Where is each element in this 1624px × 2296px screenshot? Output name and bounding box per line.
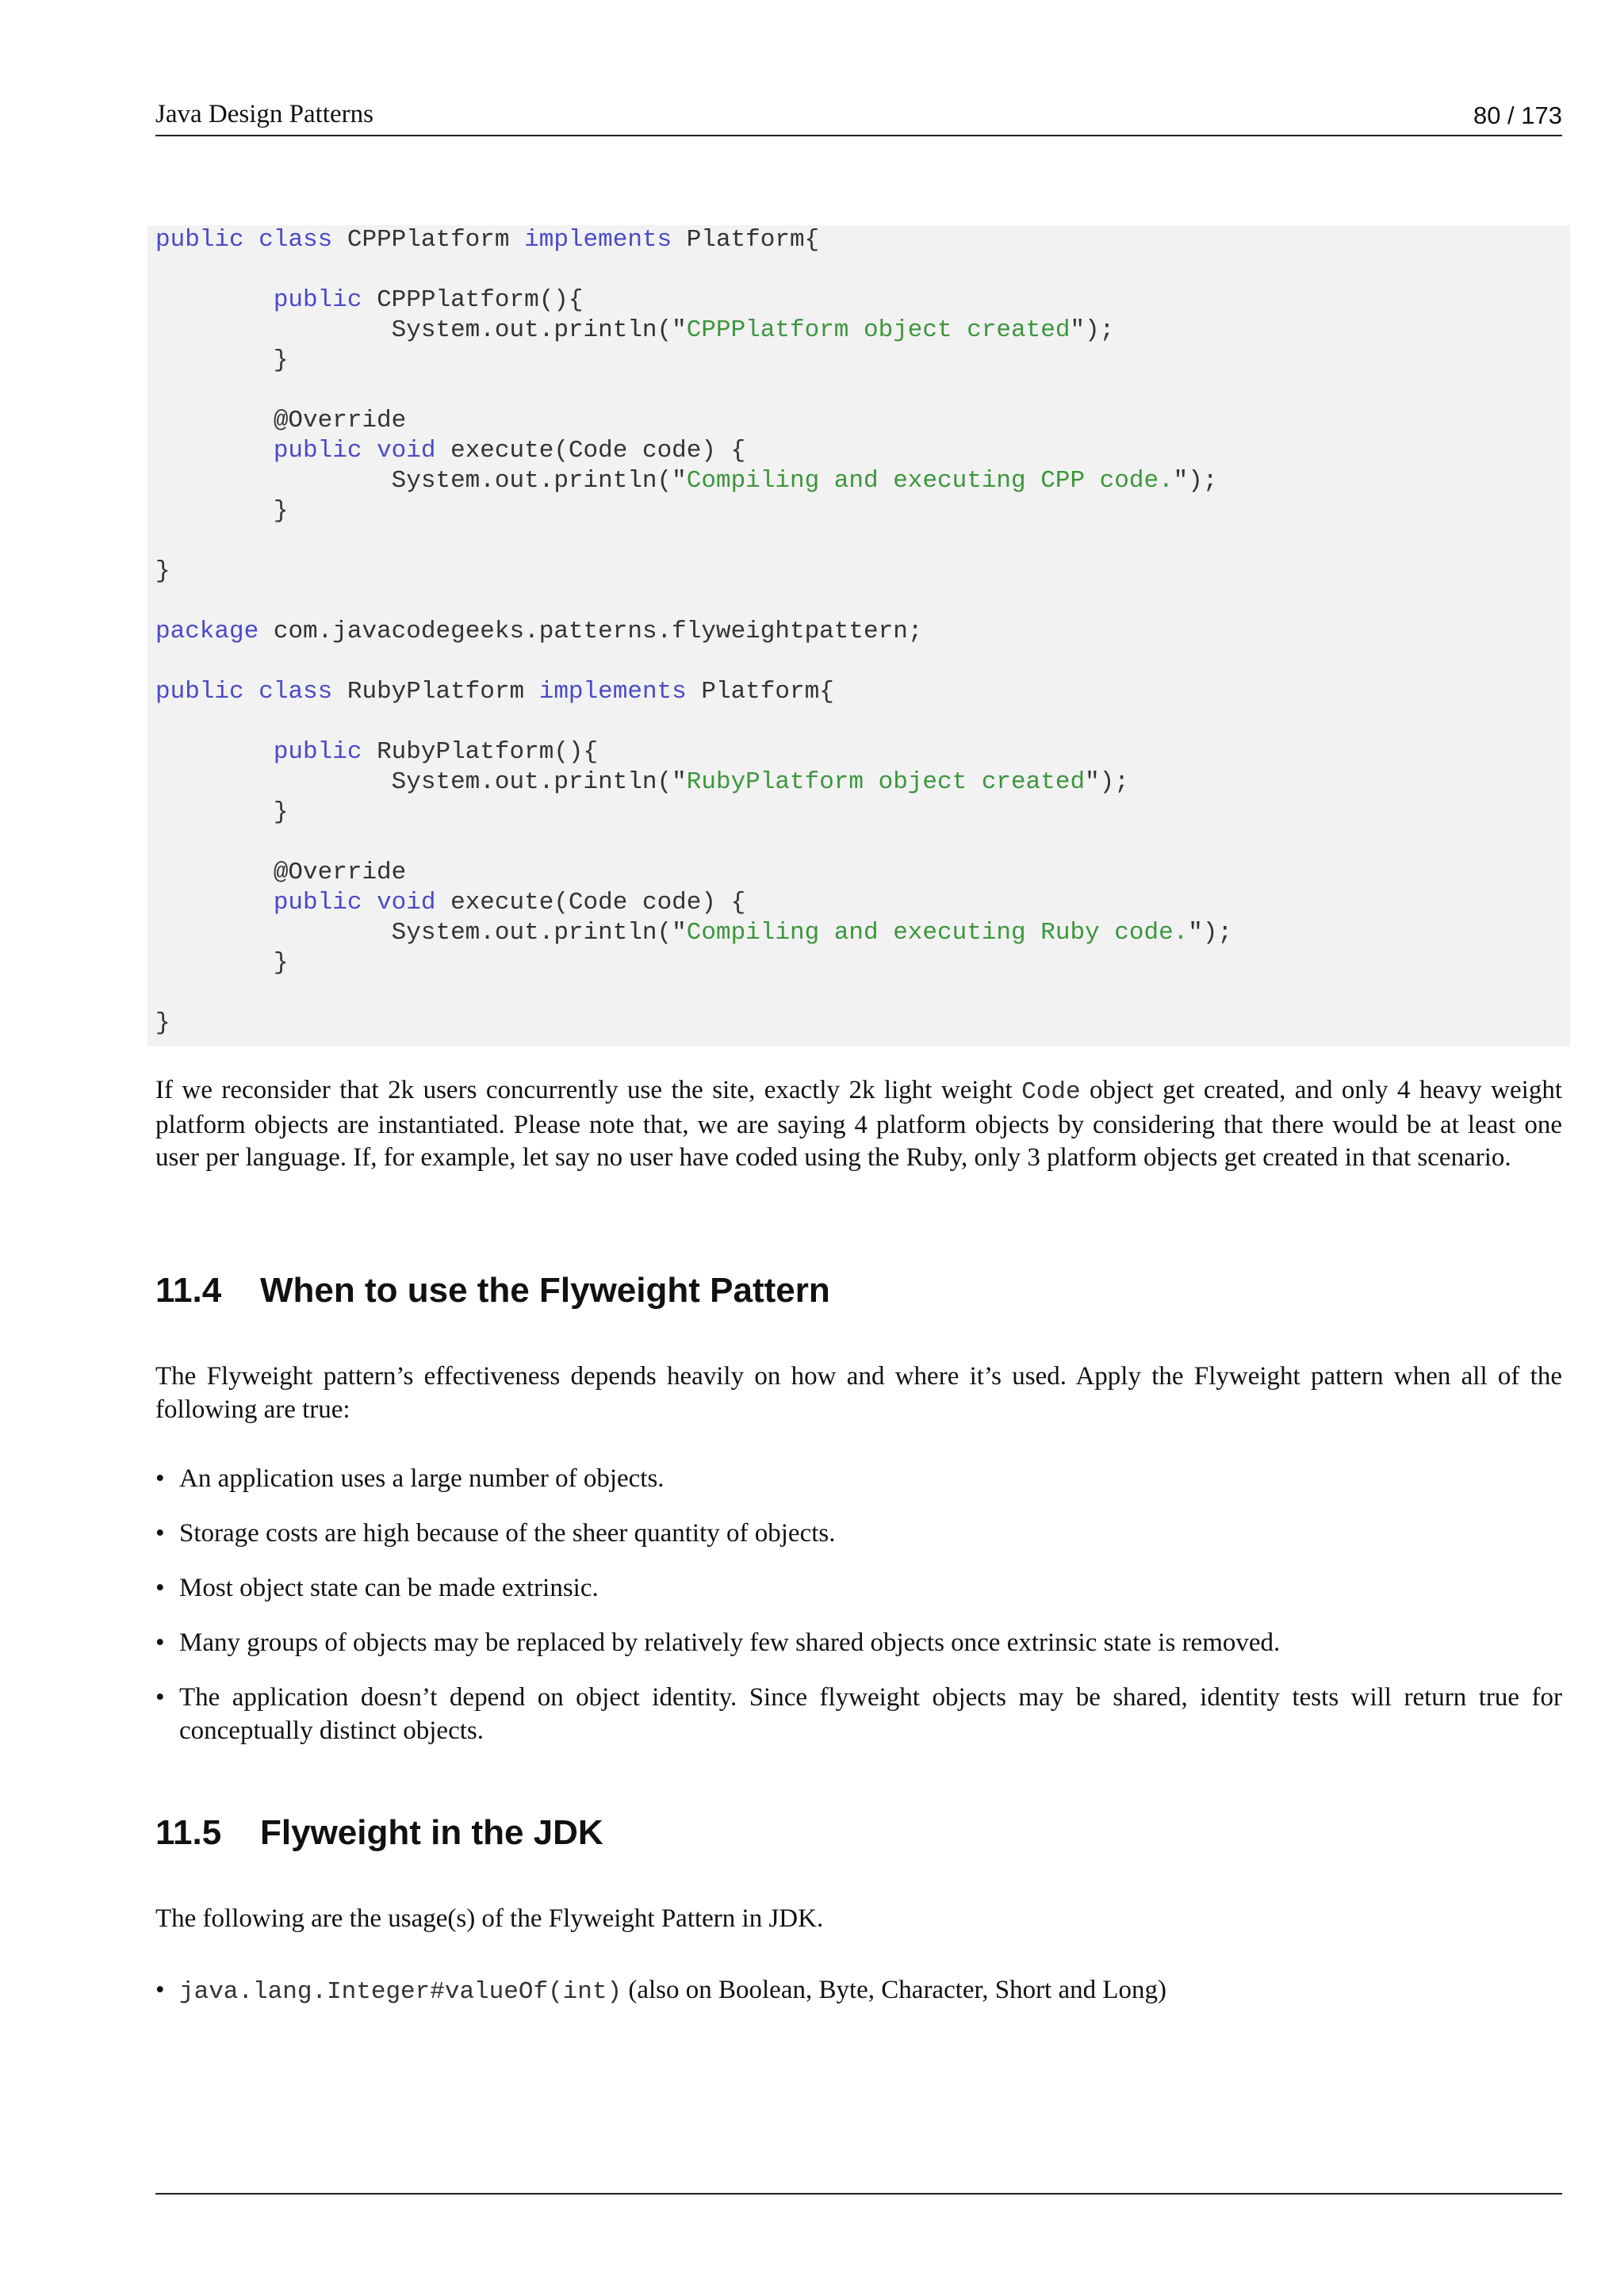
code-line: public void execute(Code code) { [273,437,746,465]
code-line: } [155,557,170,585]
list-item: • An application uses a large number of objects. [155,1463,1562,1496]
inline-code: java.lang.Integer#valueOf(int) [179,1978,622,2006]
code-line: public RubyPlatform(){ [273,738,599,766]
section-heading-11-5 [155,1812,603,1854]
section-number: 11.4 [155,1271,222,1310]
bullet-icon: • [155,1683,165,1712]
code-line: } [155,497,289,525]
page-number: 80 / 173 [1473,101,1562,129]
footer-rule [155,2193,1562,2195]
bullet-icon: • [155,1464,165,1493]
code-line: @Override [273,407,407,434]
section-title: Flyweight in the JDK [260,1813,603,1852]
list-item: • Most object state can be made extrinsic. [155,1572,1562,1605]
list-item: • Many groups of objects may be replaced by relatively few shared objects once extrinsic state is removed. [155,1627,1562,1660]
code-line: public class RubyPlatform implements Platform{ [155,678,834,706]
code-block [147,225,1570,1047]
document-page [155,0,1562,2296]
bullet-icon: • [155,1574,165,1602]
bullet-icon: • [155,1519,165,1548]
section-number: 11.5 [155,1813,222,1852]
paragraph-intro-11-5: The following are the usage(s) of the Flyweight Pattern in JDK. [155,1904,824,1933]
code-line: } [155,346,289,374]
document-title: Java Design Patterns [155,100,373,128]
code-line: } [155,798,289,826]
code-line: } [155,1009,170,1037]
code-line: @Override [273,859,407,886]
code-line: System.out.println("Compiling and executing Ruby code."); [391,919,1233,947]
code-line: package com.javacodegeeks.patterns.flyweightpattern; [155,618,923,645]
code-line: System.out.println("Compiling and executing CPP code."); [391,467,1218,495]
section-title: When to use the Flyweight Pattern [260,1271,830,1310]
list-item: • Storage costs are high because of the sheer quantity of objects. [155,1517,1562,1551]
inline-code: Code [1021,1078,1081,1106]
bullet-icon: • [155,1976,165,2004]
code-line: } [155,949,289,977]
list-item: • java.lang.Integer#valueOf(int) (also on Boolean, Byte, Character, Short and Long) [155,1976,1167,2006]
paragraph-reconsider: If we reconsider that 2k users concurrently use the site, exactly 2k light weight Code object get created, and only 4 heavy weight platform objects are instantiated. Please note that, we are saying 4 platform objects by considering that there would be at least one user per language. If, for example, let say no user have coded using the Ruby, only 3 platform objects get created in that scenario. [155,1076,1562,1172]
paragraph-intro-11-4: The Flyweight pattern’s effectiveness depends heavily on how and where it’s used. Apply the Flyweight pattern when all of the following are true: [155,1362,1562,1424]
page-header [155,95,1562,136]
code-line: System.out.println("RubyPlatform object created"); [391,768,1129,796]
code-line: public CPPPlatform(){ [273,286,584,314]
code-line: System.out.println("CPPPlatform object created"); [391,316,1115,344]
code-line: public class CPPPlatform implements Platform{ [155,226,820,254]
code-line: public void execute(Code code) { [273,889,746,916]
bullet-icon: • [155,1628,165,1657]
section-heading-11-4 [155,1269,830,1312]
list-item: • The application doesn’t depend on object identity. Since flyweight objects may be shared, identity tests will return true for conceptually distinct objects. [155,1683,1562,1745]
